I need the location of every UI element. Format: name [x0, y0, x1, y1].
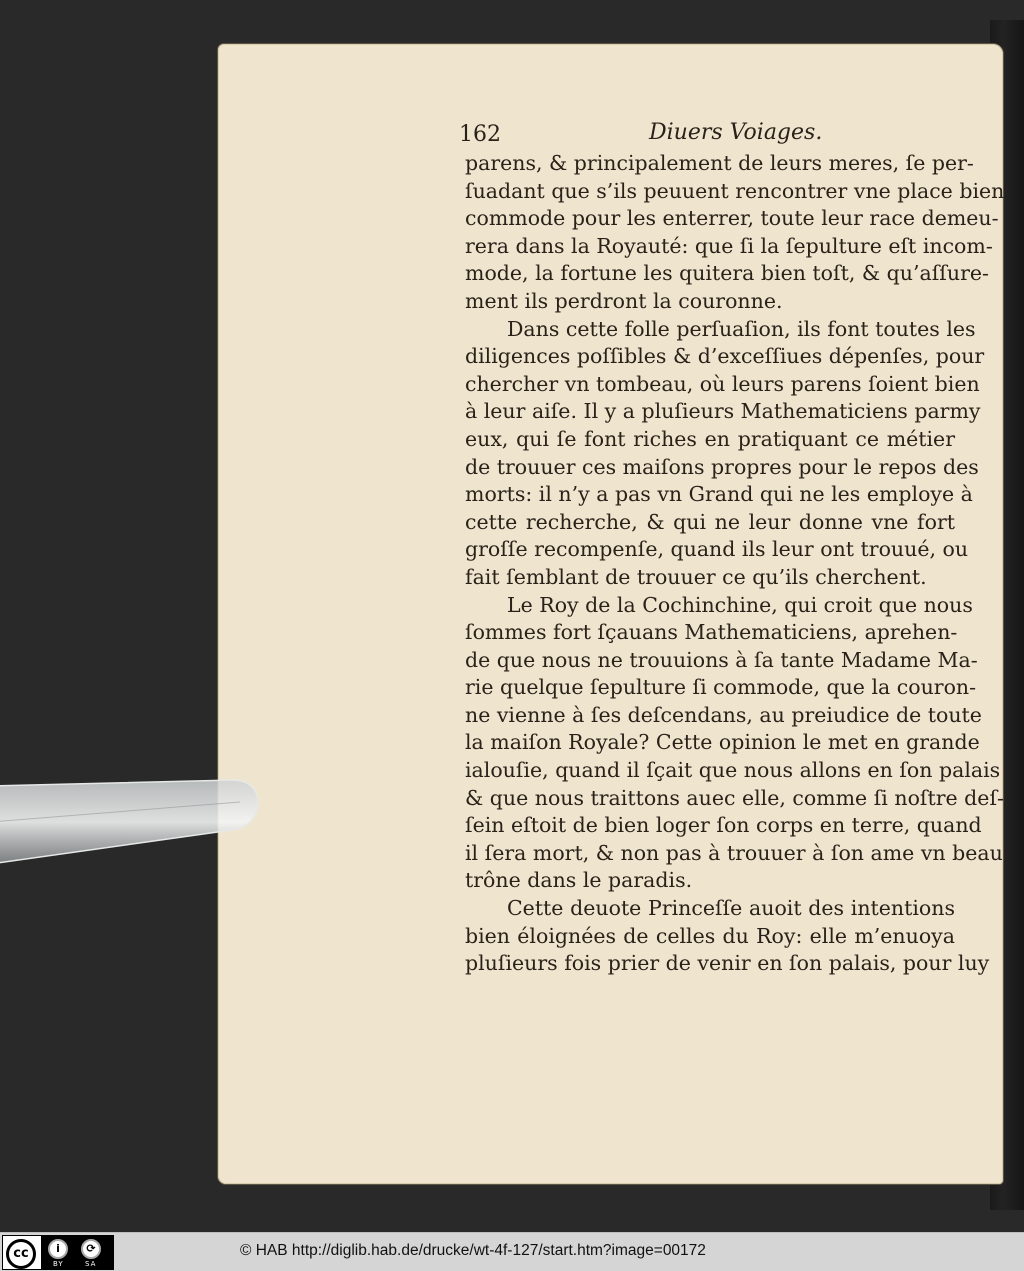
text-line: Cette deuote Princeſſe auoit des intentions — [507, 896, 955, 921]
text-line: chercher vn tombeau, où leurs parens ſoient bien — [465, 371, 980, 396]
text-line: il ſera mort, & non pas à trouuer à ſon ame vn beau — [465, 840, 1003, 865]
text-line: commode pour les enterrer, toute leur race demeu- — [465, 206, 999, 231]
text-line: ſommes fort ſçauans Mathematiciens, aprehen- — [465, 620, 958, 645]
source-credit-link[interactable]: © HAB http://diglib.hab.de/drucke/wt-4f-127/start.htm?image=00172 — [240, 1242, 706, 1259]
text-line: mode, la fortune les quitera bien toſt, & qu’aſſure- — [465, 261, 989, 286]
text-line: rie quelque ſepulture ſi commode, que la couron- — [465, 675, 977, 700]
text-line: Le Roy de la Cochinchine, qui croit que nous — [507, 592, 973, 617]
running-title: Diuers Voiages. — [649, 120, 823, 145]
text-line: ne vienne à ſes deſcendans, au preiudice de toute — [465, 702, 982, 727]
text-line: pluſieurs fois prier de venir en ſon palais, pour luy — [465, 951, 990, 976]
footer-bar — [0, 1232, 1024, 1271]
text-line: morts: il n’y a pas vn Grand qui ne les employe à — [465, 482, 973, 507]
text-line: rera dans la Royauté: que ſi la ſepulture eſt incom- — [465, 233, 993, 258]
text-line: groſſe recompenſe, quand ils leur ont trouué, ou — [465, 537, 969, 562]
cc-icon: cc — [6, 1239, 36, 1269]
text-line: de trouuer ces maiſons propres pour le repos des — [465, 454, 979, 479]
share-alike-icon: ⟳ — [81, 1239, 101, 1259]
sa-label: SA — [85, 1260, 97, 1268]
text-line: bien éloignées de celles du Roy: elle m’enuoya — [465, 923, 955, 948]
by-label: BY — [53, 1260, 64, 1268]
body-text — [465, 150, 1005, 978]
page-number: 162 — [459, 122, 501, 147]
text-line: ment ils perdront la couronne. — [465, 288, 783, 313]
text-line: eux, qui ſe font riches en pratiquant ce métier — [465, 426, 955, 451]
text-line: Dans cette folle perſuaſion, ils font toutes les — [507, 316, 976, 341]
text-line: de que nous ne trouuions à ſa tante Madame Ma- — [465, 647, 978, 672]
page-header — [459, 120, 955, 150]
text-line: fait ſemblant de trouuer ce qu’ils cherchent. — [465, 564, 927, 589]
text-line: & que nous traittons auec elle, comme ſi noſtre deſ- — [465, 785, 1004, 810]
text-line: à leur aiſe. Il y a pluſieurs Mathematiciens parmy — [465, 399, 981, 424]
text-line: ſein eſtoit de bien loger ſon corps en terre, quand — [465, 813, 982, 838]
page-holder-clip — [0, 778, 260, 870]
cc-license-badge[interactable] — [2, 1235, 114, 1270]
text-line: ſuadant que s’ils peuuent rencontrer vne place bien — [465, 178, 1005, 203]
text-line: cette recherche, & qui ne leur donne vne fort — [465, 509, 955, 534]
text-line: ialouſie, quand il ſçait que nous allons en ſon palais — [465, 758, 1001, 783]
text-line: trône dans le paradis. — [465, 868, 693, 893]
book-page — [218, 44, 1003, 1184]
attribution-icon: i — [48, 1239, 68, 1259]
text-line: la maiſon Royale? Cette opinion le met en grande — [465, 730, 980, 755]
text-line: parens, & principalement de leurs meres, ſe per- — [465, 151, 974, 175]
text-line: diligences poſſibles & d’exceſſiues dépenſes, pour — [465, 344, 985, 369]
page-content — [459, 120, 1005, 978]
